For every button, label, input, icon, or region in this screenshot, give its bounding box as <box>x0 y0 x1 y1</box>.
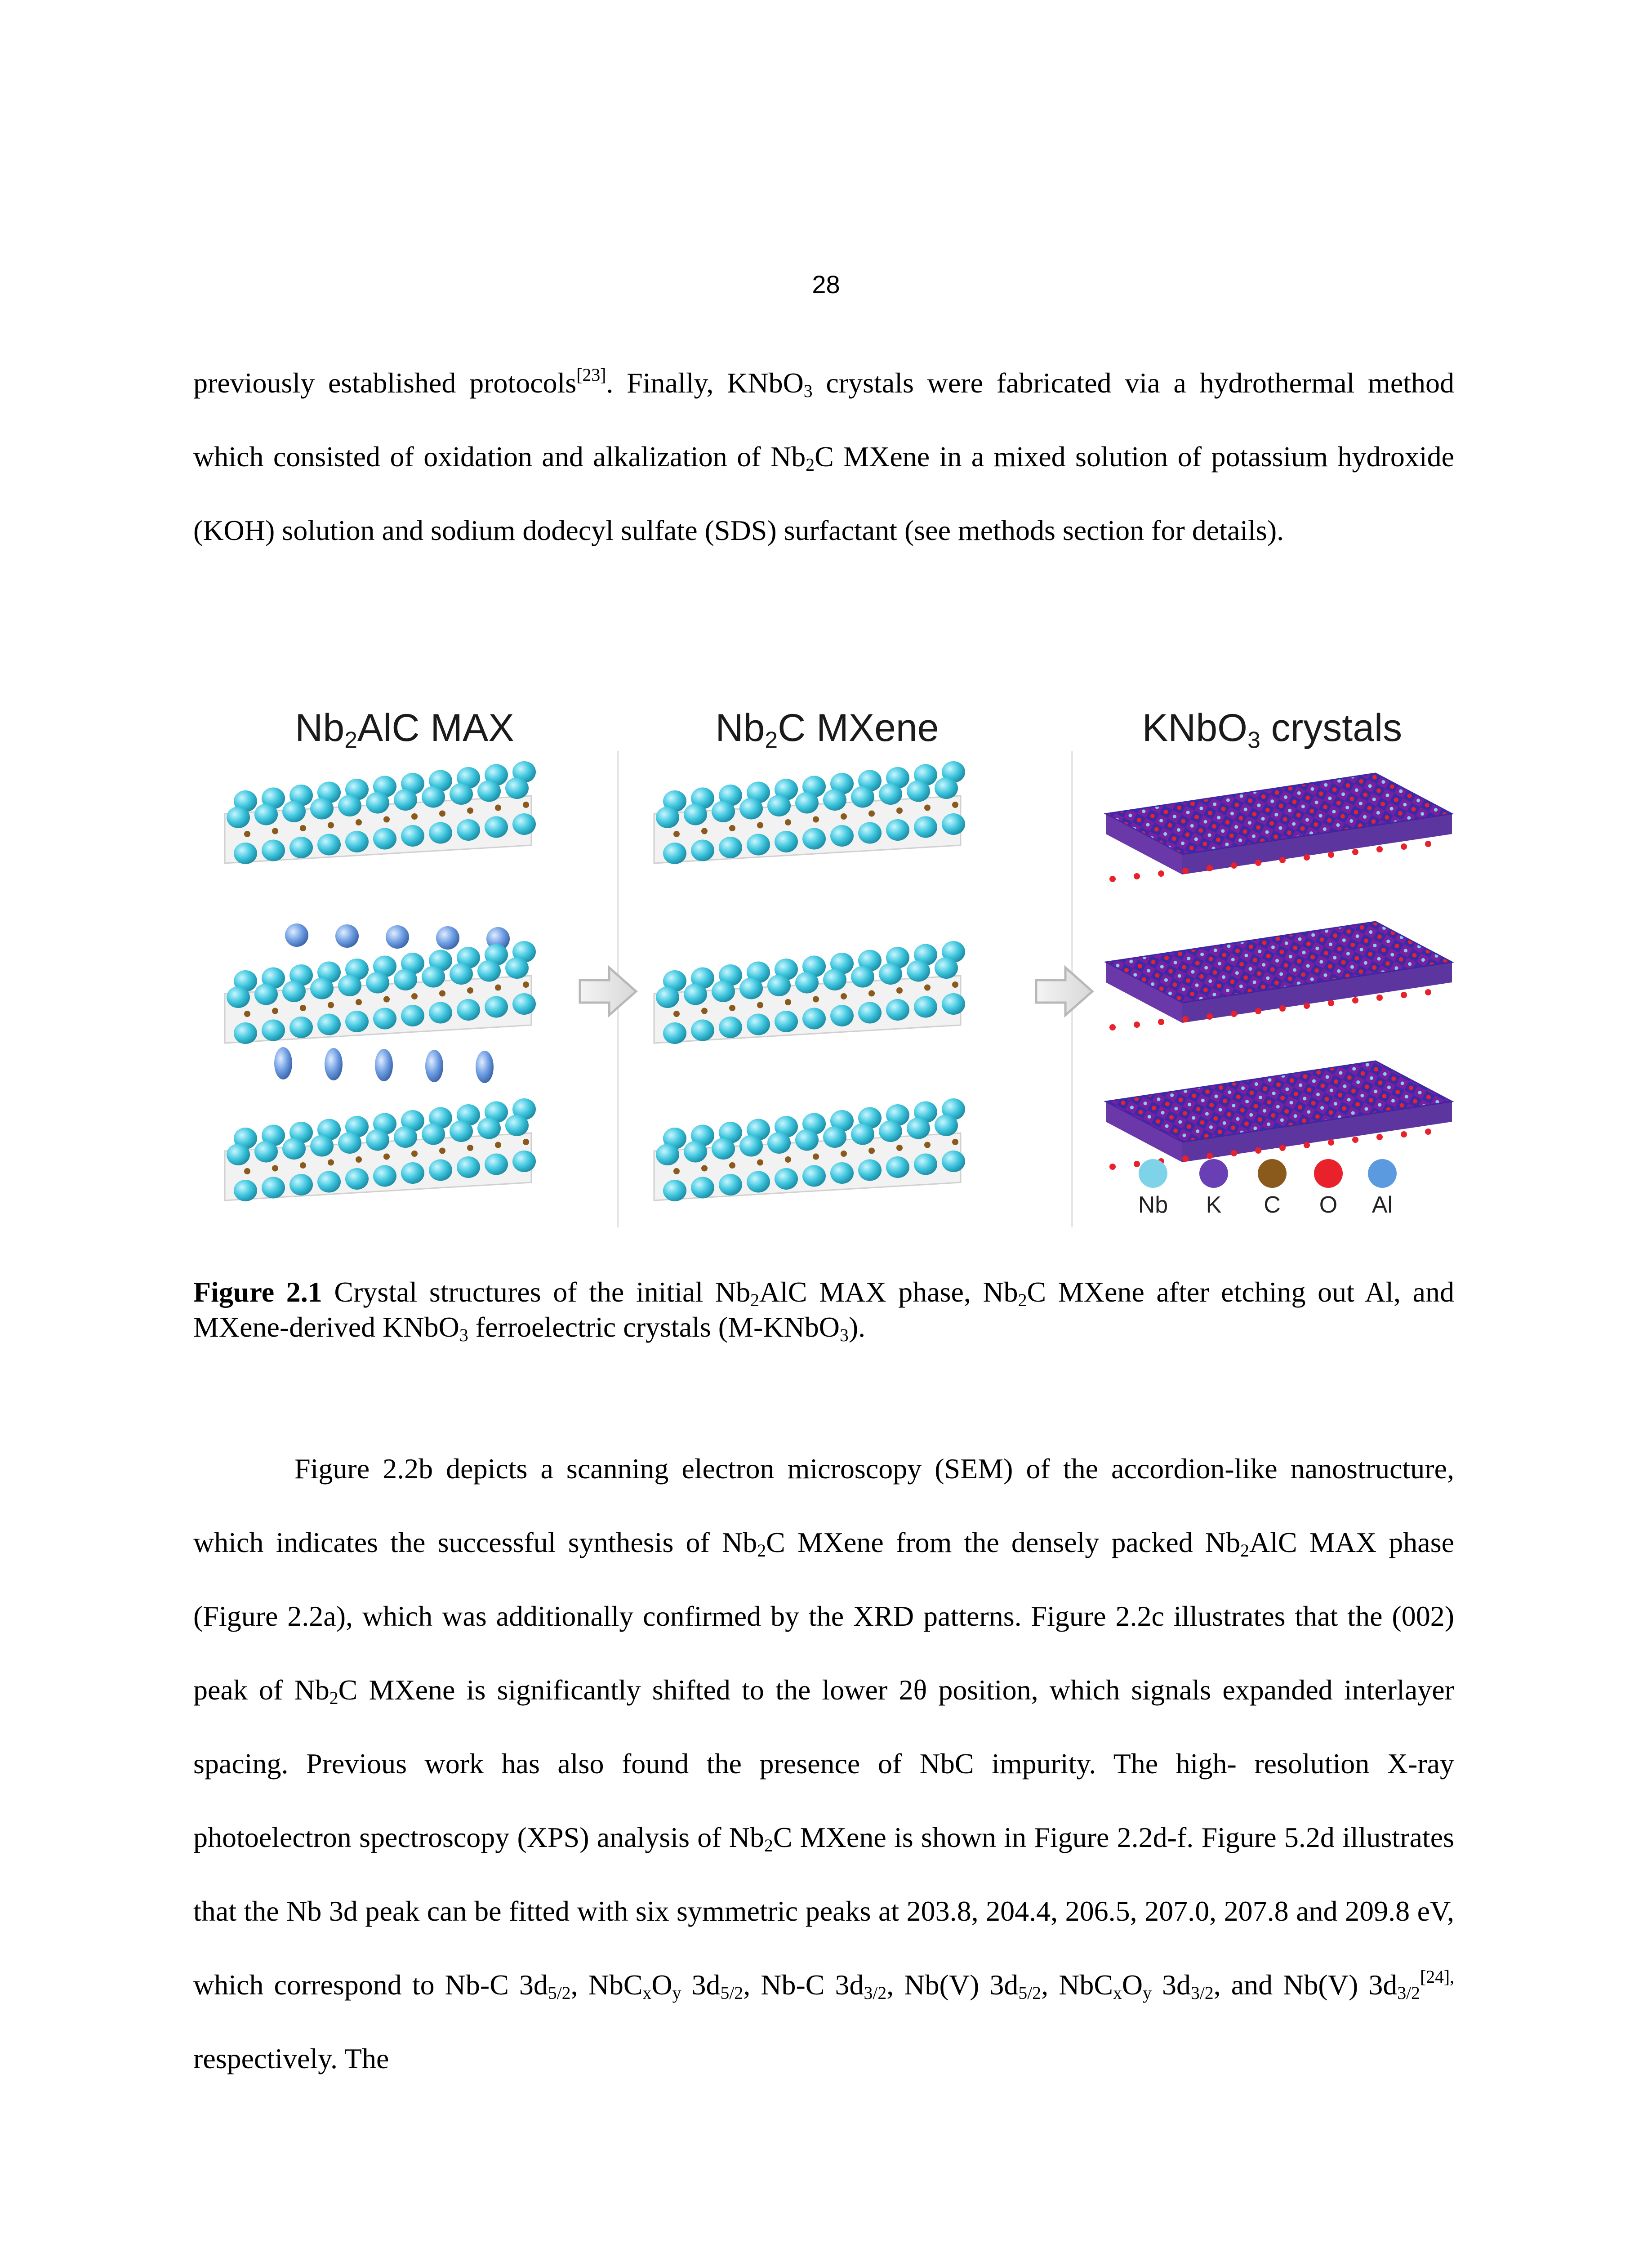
nb-atom <box>851 1124 874 1145</box>
o-atom <box>1401 843 1407 850</box>
o-atom <box>1231 1150 1237 1156</box>
c-atom <box>841 813 847 820</box>
nb-atom <box>422 966 445 988</box>
o-atom <box>1158 1019 1164 1025</box>
nb-atom <box>663 843 686 864</box>
o-atom <box>1425 1128 1431 1135</box>
crystal-structure-illustration <box>193 692 1456 1250</box>
nb-atom <box>886 1156 909 1178</box>
text-run: . Finally, KNbO <box>606 367 804 399</box>
o-atom <box>1255 1147 1261 1154</box>
legend-atom-nb-icon <box>1139 1159 1167 1188</box>
nb-atom <box>823 1126 846 1148</box>
o-atom <box>1328 1139 1334 1146</box>
nb-atom <box>802 828 826 850</box>
c-atom <box>523 981 529 988</box>
c-atom <box>896 987 903 994</box>
o-atom <box>1134 1161 1140 1167</box>
o-atom <box>1376 1134 1383 1140</box>
nb-atom <box>310 978 334 999</box>
nb-atom <box>795 1129 819 1151</box>
figure-caption: Figure 2.1 Crystal structures of the initial $Nb_2AlC$ MAX phase, $Nb_2C$ MXene after etching out Al, and MXene-derived KNbO$_3$ ferroelectric crystals (M-KNbO$_3$). <box>193 1276 1455 1345</box>
nb-atom <box>851 786 874 808</box>
c-atom <box>272 1165 278 1172</box>
c-atom <box>383 816 390 823</box>
legend-label-nb: Nb <box>1138 1192 1168 1218</box>
c-atom <box>729 1162 735 1169</box>
al-atom <box>386 925 409 949</box>
nb-atom <box>775 831 798 852</box>
c-atom <box>356 1156 362 1163</box>
o-atom <box>1304 1003 1310 1009</box>
nb-atom <box>366 972 389 994</box>
paragraph-intro <box>193 346 1454 567</box>
nb-atom <box>823 969 846 990</box>
nb-atom <box>935 957 958 979</box>
legend-label-c: C <box>1264 1192 1281 1218</box>
c-atom <box>868 1148 875 1154</box>
nb-atom <box>373 828 396 850</box>
o-atom <box>1207 1153 1213 1159</box>
c-atom <box>244 1168 250 1174</box>
nb-atom <box>719 1174 742 1195</box>
o-atom <box>1182 1155 1189 1162</box>
nb-atom <box>282 1138 306 1160</box>
nb2alc-max-structure <box>225 761 536 1201</box>
c-atom <box>411 993 418 999</box>
o-atom <box>1352 1137 1358 1143</box>
nb-atom <box>795 792 819 814</box>
nb-atom <box>429 822 452 844</box>
o-atom <box>1255 1008 1261 1014</box>
figure-2-1 <box>193 692 1456 1250</box>
c-atom <box>924 985 931 991</box>
nb-atom <box>338 795 361 816</box>
c-atom <box>495 985 501 991</box>
nb-atom <box>505 957 529 979</box>
nb-atom <box>317 1014 341 1035</box>
nb-atom <box>401 1005 424 1026</box>
nb-atom <box>401 1162 424 1184</box>
c-atom <box>300 825 306 831</box>
c-atom <box>356 819 362 825</box>
c-atom <box>757 1160 763 1166</box>
nb-atom <box>310 798 334 820</box>
c-atom <box>300 1162 306 1169</box>
o-atom <box>1304 854 1310 861</box>
legend-atom-o-icon <box>1314 1159 1343 1188</box>
c-atom <box>272 1008 278 1014</box>
nb-atom <box>505 777 529 799</box>
nb-atom <box>512 1151 536 1172</box>
nb-atom <box>719 837 742 858</box>
nb-atom <box>739 798 763 820</box>
c-atom <box>673 1011 680 1017</box>
transform-arrow <box>580 968 636 1015</box>
legend-atom-c-icon <box>1258 1159 1287 1188</box>
c-atom <box>411 813 418 820</box>
nb-atom <box>457 1156 480 1178</box>
o-atom <box>1352 997 1358 1004</box>
c-atom <box>813 996 819 1003</box>
c-atom <box>467 1145 473 1151</box>
nb-atom <box>282 801 306 822</box>
nb-atom <box>289 1174 313 1195</box>
panel-title-knbo3: KNbO$_3$ crystals <box>1142 706 1403 753</box>
o-atom <box>1109 1024 1116 1030</box>
al-atom <box>436 926 459 950</box>
nb-atom <box>457 819 480 841</box>
c-atom <box>924 805 931 811</box>
nb-atom <box>227 807 250 828</box>
c-atom <box>841 993 847 999</box>
c-atom <box>328 1002 334 1008</box>
nb-atom <box>262 1177 285 1199</box>
nb-atom <box>234 843 257 864</box>
nb-atom <box>317 834 341 856</box>
nb-atom <box>879 963 902 985</box>
nb-atom <box>282 981 306 1002</box>
nb-atom <box>830 1005 854 1026</box>
nb-atom <box>394 1126 417 1148</box>
nb-atom <box>450 783 473 805</box>
subscript: 3 <box>803 381 813 401</box>
c-atom <box>495 805 501 811</box>
o-atom <box>1279 1005 1286 1012</box>
nb-atom <box>935 1115 958 1136</box>
nb-atom <box>858 822 882 844</box>
al-atom <box>285 923 308 947</box>
o-atom <box>1207 1013 1213 1020</box>
c-atom <box>757 1002 763 1008</box>
subscript: 2 <box>806 455 815 475</box>
nb-atom <box>879 1120 902 1142</box>
c-atom <box>924 1142 931 1148</box>
text-run: previously established protocols <box>193 367 577 399</box>
nb-atom <box>663 1180 686 1201</box>
nb-atom <box>656 986 679 1008</box>
nb-atom <box>914 816 937 838</box>
c-atom <box>244 1011 250 1017</box>
knbo3-slab <box>1106 773 1452 882</box>
c-atom <box>952 981 958 988</box>
nb-atom <box>747 1171 770 1193</box>
o-atom <box>1425 989 1431 995</box>
c-atom <box>868 990 875 997</box>
nb-atom <box>823 789 846 811</box>
c-atom <box>701 1008 708 1014</box>
o-atom <box>1207 865 1213 871</box>
c-atom <box>952 802 958 808</box>
nb-atom <box>767 975 791 996</box>
nb-atom <box>394 789 417 811</box>
nb-atom <box>338 1132 361 1154</box>
nb-atom <box>914 1154 937 1175</box>
c-atom <box>952 1139 958 1145</box>
nb-atom <box>712 801 735 822</box>
c-atom <box>383 1154 390 1160</box>
o-atom <box>1134 1021 1140 1028</box>
text-run: crystals were fabricated via a hydrothermal method which consisted of oxidation and alkalization of Nb <box>193 367 1455 473</box>
nb-atom <box>942 813 965 835</box>
al-atom <box>375 1049 393 1081</box>
nb-atom <box>254 1141 278 1163</box>
nb-atom <box>373 1165 396 1187</box>
nb-atom <box>512 813 536 835</box>
nb-atom <box>684 804 707 825</box>
o-atom <box>1109 1164 1116 1170</box>
transform-arrow <box>1036 968 1092 1015</box>
c-atom <box>300 1005 306 1011</box>
o-atom <box>1158 870 1164 877</box>
nb-atom <box>262 1020 285 1041</box>
c-atom <box>673 831 680 837</box>
legend-atom-k-icon <box>1199 1159 1228 1188</box>
c-atom <box>785 819 791 825</box>
nb-atom <box>366 792 389 814</box>
o-atom <box>1182 1016 1189 1022</box>
c-atom <box>785 999 791 1005</box>
c-atom <box>701 828 708 834</box>
o-atom <box>1279 1145 1286 1151</box>
nb-atom <box>942 1151 965 1172</box>
nb-atom <box>907 1118 930 1139</box>
o-atom <box>1134 873 1140 879</box>
nb-atom <box>656 1144 679 1165</box>
legend-label-al: Al <box>1371 1192 1393 1218</box>
c-atom <box>785 1156 791 1163</box>
nb-atom <box>767 1132 791 1154</box>
nb-atom <box>775 1168 798 1190</box>
nb-atom <box>234 1022 257 1044</box>
nb-atom <box>345 831 369 852</box>
nb-atom <box>477 1118 501 1139</box>
nb-atom <box>394 969 417 990</box>
c-atom <box>523 802 529 808</box>
c-atom <box>896 807 903 814</box>
c-atom <box>272 828 278 834</box>
nb-atom <box>684 1141 707 1163</box>
c-atom <box>813 816 819 823</box>
nb-atom <box>879 783 902 805</box>
c-atom <box>439 1148 445 1154</box>
al-atom <box>325 1048 343 1080</box>
nb-atom <box>712 981 735 1002</box>
nb-atom <box>366 1129 389 1151</box>
nb-atom <box>719 1017 742 1038</box>
knbo3-slab <box>1106 1061 1452 1170</box>
o-atom <box>1231 862 1237 869</box>
nb-atom <box>234 1180 257 1201</box>
page-number: 28 <box>812 270 840 299</box>
nb-atom <box>775 1011 798 1032</box>
c-atom <box>729 825 735 831</box>
nb-atom <box>691 840 714 861</box>
nb-atom <box>886 819 909 841</box>
o-atom <box>1401 1131 1407 1137</box>
o-atom <box>1328 1000 1334 1006</box>
nb-atom <box>858 1002 882 1024</box>
c-atom <box>328 1160 334 1166</box>
o-atom <box>1109 876 1116 882</box>
c-atom <box>328 822 334 829</box>
al-atom <box>476 1051 494 1083</box>
nb-atom <box>227 1144 250 1165</box>
nb-atom <box>422 1124 445 1145</box>
nb-atom <box>942 993 965 1015</box>
nb-atom <box>691 1020 714 1041</box>
o-atom <box>1328 852 1334 858</box>
nb-atom <box>886 999 909 1021</box>
o-atom <box>1401 992 1407 998</box>
al-atom <box>425 1050 443 1082</box>
nb-atom <box>914 996 937 1018</box>
nb-atom <box>684 984 707 1005</box>
nb-atom <box>830 825 854 847</box>
c-atom <box>467 987 473 994</box>
c-atom <box>467 807 473 814</box>
c-atom <box>356 999 362 1005</box>
nb-atom <box>858 1160 882 1181</box>
nb-atom <box>227 986 250 1008</box>
nb-atom <box>712 1138 735 1160</box>
nb-atom <box>345 1011 369 1032</box>
c-atom <box>841 1151 847 1157</box>
o-atom <box>1279 857 1286 863</box>
c-atom <box>383 996 390 1003</box>
nb-atom <box>767 795 791 816</box>
citation-ref: [23] <box>576 365 606 385</box>
nb-atom <box>656 807 679 828</box>
caption-label: Figure 2.1 <box>193 1276 322 1308</box>
c-atom <box>495 1142 501 1148</box>
nb-atom <box>512 993 536 1015</box>
nb-atom <box>505 1115 529 1136</box>
nb-atom <box>254 804 278 825</box>
knbo3-crystal-structure <box>1106 773 1452 1170</box>
c-atom <box>411 1151 418 1157</box>
panel-title-max: $Nb_2AlC$ MAX <box>295 706 514 753</box>
o-atom <box>1352 849 1358 855</box>
c-atom <box>868 811 875 817</box>
nb-atom <box>747 834 770 856</box>
nb-atom <box>254 984 278 1005</box>
legend-label-k: K <box>1206 1192 1222 1218</box>
nb-atom <box>422 786 445 808</box>
nb-atom <box>289 1017 313 1038</box>
c-atom <box>896 1145 903 1151</box>
nb-atom <box>457 999 480 1021</box>
knbo3-slab <box>1106 922 1452 1030</box>
text-run: C MXene in a mixed solution of potassium hydroxide (KOH) solution and sodium dodecyl sulfate (SDS) surfactant (see methods section for details). <box>193 441 1455 546</box>
nb-atom <box>907 781 930 802</box>
o-atom <box>1376 995 1383 1001</box>
nb-atom <box>907 960 930 982</box>
al-atom <box>335 924 359 948</box>
al-atom <box>274 1047 292 1079</box>
nb-atom <box>802 1008 826 1030</box>
atom-legend <box>1139 1159 1397 1188</box>
legend-label-o: O <box>1319 1192 1338 1218</box>
o-atom <box>1182 868 1189 874</box>
nb-atom <box>401 825 424 847</box>
o-atom <box>1255 860 1261 866</box>
nb-atom <box>373 1008 396 1030</box>
nb-atom <box>795 972 819 994</box>
nb-atom <box>663 1022 686 1044</box>
c-atom <box>439 811 445 817</box>
nb-atom <box>477 960 501 982</box>
nb-atom <box>935 777 958 799</box>
c-atom <box>813 1154 819 1160</box>
nb-atom <box>338 975 361 996</box>
o-atom <box>1425 841 1431 847</box>
nb-atom <box>830 1162 854 1184</box>
c-atom <box>439 990 445 997</box>
c-atom <box>757 822 763 829</box>
nb-atom <box>262 840 285 861</box>
paragraph-results: Figure 2.2b depicts a scanning electron microscopy (SEM) of the accordion-like nanostructure, which indicates the successful synthesis of $Nb_2C$ MXene from the densely packed $Nb_2AlC$ MAX phase (Figure 2.2a), which was additionally confirmed by the XRD patterns. Figure 2.2c illustrates that the (002) peak of $Nb_2C$ MXene is significantly shifted to the lower 2θ position, which signals expanded interlayer spacing. Previous work has also found the presence of NbC impurity. The high- resolution X-ray photoelectron spectroscopy (XPS) analysis of $Nb_2C$ MXene is shown in Figure 2.2d-f. Figure 5.2d illustrates that the Nb 3d peak can be fitted with six symmetric peaks at 203.8, 204.4, 206.5, 207.0, 207.8 and 209.8 eV, which correspond to Nb-C $3d_{5/2}$, $NbC_xO_y$ $3d_{5/2}$, Nb-C $3d_{3/2}$, Nb(V) $3d_{5/2}$, $NbC_xO_y$ $3d_{3/2}$, and Nb(V) $3d_{3/2}^{[24],}$ respectively. The <box>193 1453 1455 2074</box>
nb-atom <box>739 978 763 999</box>
nb-atom <box>310 1135 334 1157</box>
nb-atom <box>851 966 874 988</box>
c-atom <box>701 1165 708 1172</box>
c-atom <box>729 1005 735 1011</box>
nb-atom <box>691 1177 714 1199</box>
nb-atom <box>485 996 508 1018</box>
nb-atom <box>429 1002 452 1024</box>
nb-atom <box>739 1135 763 1157</box>
nb-atom <box>450 1120 473 1142</box>
nb2c-mxene-structure <box>654 761 965 1201</box>
nb-atom <box>429 1160 452 1181</box>
nb-atom <box>485 1154 508 1175</box>
o-atom <box>1231 1011 1237 1017</box>
nb-atom <box>345 1168 369 1190</box>
nb-atom <box>802 1165 826 1187</box>
nb-atom <box>289 837 313 858</box>
c-atom <box>673 1168 680 1174</box>
c-atom <box>244 831 250 837</box>
panel-title-mxene: $Nb_2C$ MXene <box>715 706 939 753</box>
c-atom <box>523 1139 529 1145</box>
nb-atom <box>747 1014 770 1035</box>
o-atom <box>1304 1142 1310 1148</box>
nb-atom <box>450 963 473 985</box>
nb-atom <box>317 1171 341 1193</box>
o-atom <box>1376 846 1383 852</box>
nb-atom <box>477 781 501 802</box>
nb-atom <box>485 816 508 838</box>
citation-ref: [24], <box>1420 1967 1455 1987</box>
legend-atom-al-icon <box>1368 1159 1397 1188</box>
